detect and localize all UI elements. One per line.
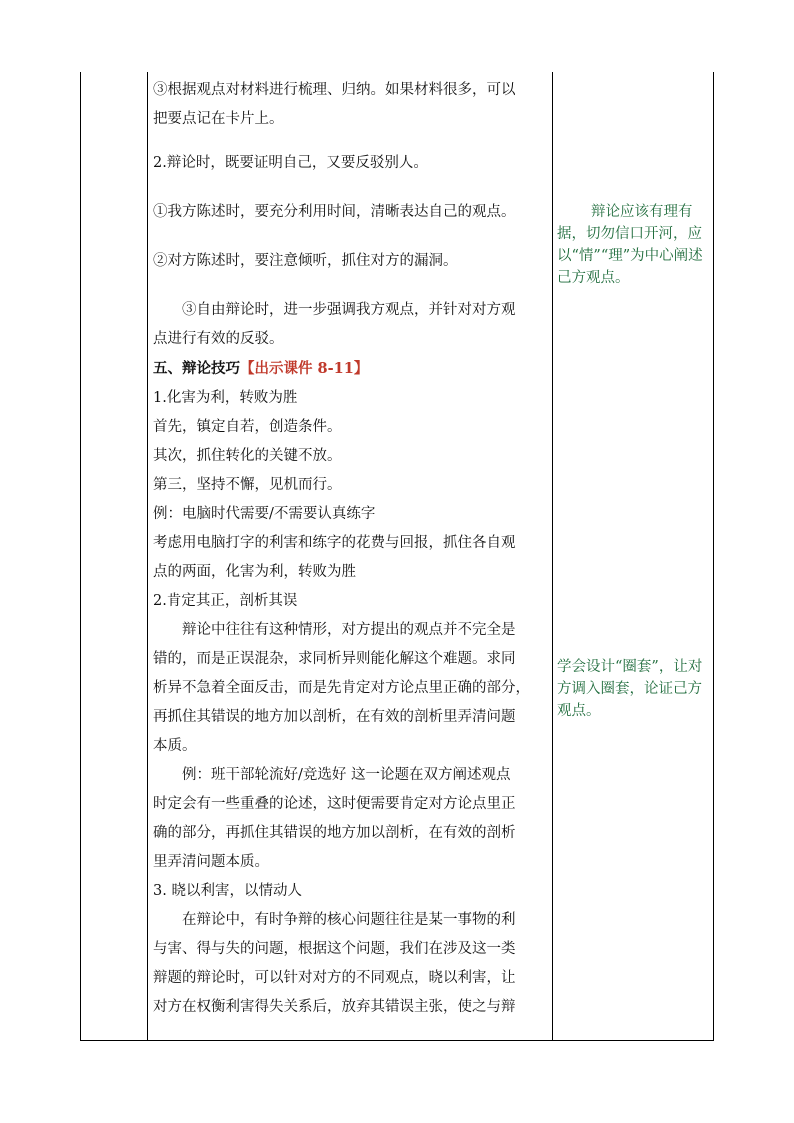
text-line: 把要点记在卡片上。 [153, 111, 284, 127]
text-line: 首先，镇定自若，创造条件。 [153, 419, 342, 435]
text-line: 确的部分，再抓住其错误的地方加以剖析，在有效的剖析 [153, 825, 516, 841]
table-bottom-border [80, 1040, 714, 1041]
text-line: 第三，坚持不懈，见机而行。 [153, 477, 342, 493]
text-line: 错的，而是正误混杂，求同析异则能化解这个难题。求同 [153, 651, 516, 667]
side-note-text: 辩论应该有理有据，切勿信口开河，应以“情”“理”为中心阐述己方观点。 [557, 204, 703, 286]
text-line: 在辩论中，有时争辩的核心问题往往是某一事物的利 [182, 912, 516, 928]
lesson-content [153, 72, 551, 1022]
text-line: 再抓住其错误的地方加以剖析，在有效的剖析里弄清问题 [153, 709, 516, 725]
section-heading-title: 五、辩论技巧 [153, 360, 240, 377]
side-note-text: 学会设计“圈套”，让对方调入圈套，论证己方观点。 [557, 659, 703, 719]
subsection-title: 2.肯定其正，剖析其误 [153, 593, 298, 609]
text-line: 里弄清问题本质。 [153, 854, 269, 870]
subsection-title: 3. 晓以利害，以情动人 [153, 883, 302, 899]
text-line: 点进行有效的反驳。 [153, 331, 284, 347]
text-line: 对方在权衡利害得失关系后，放弃其错误主张，使之与辩 [153, 999, 516, 1015]
table-column-divider-1 [147, 72, 148, 1040]
table-left-border [80, 72, 81, 1040]
text-line: ③根据观点对材料进行梳理、归纳。如果材料很多，可以 [153, 82, 516, 98]
text-line: ②对方陈述时，要注意倾听，抓住对方的漏洞。 [153, 253, 458, 269]
text-line: 例：班干部轮流好/竞选好 这一论题在双方阐述观点 [182, 767, 511, 783]
text-line: 2.辩论时，既要证明自己，又要反驳别人。 [153, 155, 428, 171]
text-line: 点的两面，化害为利，转败为胜 [153, 564, 356, 580]
table-right-border [713, 72, 714, 1040]
text-line: ③自由辩论时，进一步强调我方观点，并针对对方观 [182, 302, 516, 318]
text-line: ①我方陈述时，要充分利用时间，清晰表达自己的观点。 [153, 204, 516, 220]
section-heading-ref: 【出示课件 8-11】 [240, 360, 369, 377]
section-heading [153, 354, 551, 384]
text-line: 辩论中往往有这种情形，对方提出的观点并不完全是 [182, 622, 516, 638]
text-line: 时定会有一些重叠的论述，这时便需要肯定对方论点里正 [153, 796, 516, 812]
side-note-1 [557, 201, 712, 289]
text-line: 考虑用电脑打字的利害和练字的花费与回报，抓住各自观 [153, 535, 516, 551]
text-line: 其次，抓住转化的关键不放。 [153, 448, 342, 464]
text-line: 与害、得与失的问题，根据这个问题，我们在涉及这一类 [153, 941, 516, 957]
side-note-2 [557, 656, 712, 722]
text-line: 例：电脑时代需要/不需要认真练字 [153, 506, 376, 522]
table-column-divider-2 [552, 72, 553, 1040]
text-line: 辩题的辩论时，可以针对对方的不同观点，晓以利害，让 [153, 970, 516, 986]
text-line: 析异不急着全面反击，而是先肯定对方论点里正确的部分， [153, 680, 530, 696]
text-line: 本质。 [153, 738, 197, 754]
subsection-title: 1.化害为利，转败为胜 [153, 390, 298, 406]
